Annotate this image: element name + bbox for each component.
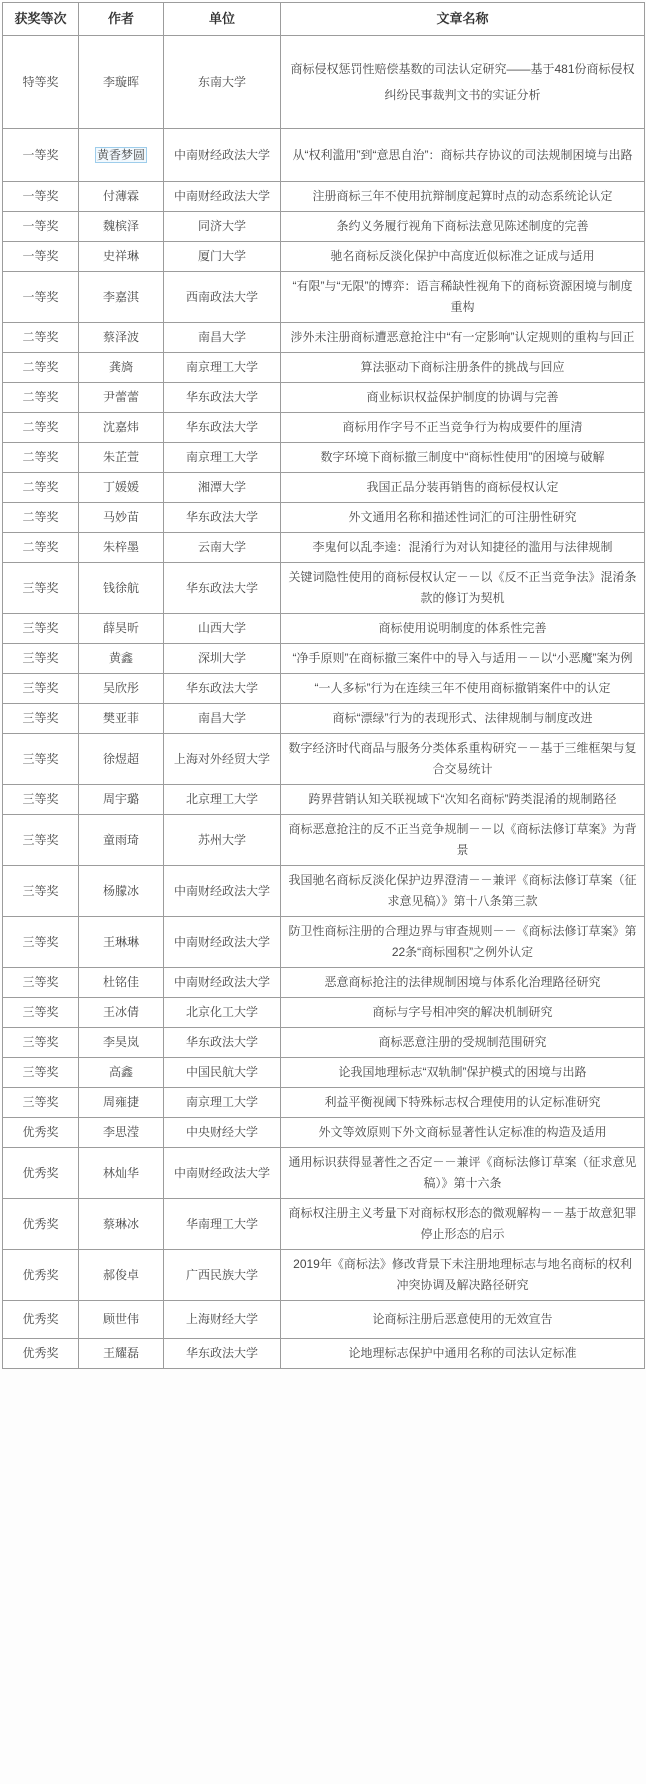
award-cell: 三等奖 [3, 674, 79, 704]
title-cell: 涉外未注册商标遭恶意抢注中“有一定影响”认定规则的重构与回正 [281, 323, 645, 353]
title-cell: “有限”与“无限”的博弈：语言稀缺性视角下的商标资源困境与制度重构 [281, 272, 645, 323]
unit-cell: 西南政法大学 [164, 272, 281, 323]
award-cell: 一等奖 [3, 129, 79, 182]
award-cell: 二等奖 [3, 503, 79, 533]
unit-cell: 华东政法大学 [164, 1028, 281, 1058]
unit-cell: 上海对外经贸大学 [164, 734, 281, 785]
title-cell: 论商标注册后恶意使用的无效宣告 [281, 1301, 645, 1339]
unit-cell: 中南财经政法大学 [164, 917, 281, 968]
selected-author-highlight: 黄香梦圆 [96, 148, 145, 162]
unit-cell: 华南理工大学 [164, 1199, 281, 1250]
unit-cell: 苏州大学 [164, 815, 281, 866]
unit-cell: 深圳大学 [164, 644, 281, 674]
title-cell: 商标权注册主义考量下对商标权形态的微观解构－－基于故意犯罪停止形态的启示 [281, 1199, 645, 1250]
table-row [3, 1301, 645, 1339]
author-cell: 黄鑫 [79, 644, 164, 674]
unit-cell: 山西大学 [164, 614, 281, 644]
title-cell: 商标“漂绿”行为的表现形式、法律规制与制度改进 [281, 704, 645, 734]
author-cell: 王耀磊 [79, 1339, 164, 1369]
table-row [3, 503, 645, 533]
table-row [3, 563, 645, 614]
table-row [3, 704, 645, 734]
table-row [3, 785, 645, 815]
unit-cell: 华东政法大学 [164, 1339, 281, 1369]
award-cell: 一等奖 [3, 242, 79, 272]
unit-cell: 南京理工大学 [164, 443, 281, 473]
title-cell: 防卫性商标注册的合理边界与审查规则－－《商标法修订草案》第22条“商标囤积”之例外认定 [281, 917, 645, 968]
unit-cell: 湘潭大学 [164, 473, 281, 503]
award-cell: 三等奖 [3, 998, 79, 1028]
author-cell: 蔡琳冰 [79, 1199, 164, 1250]
award-cell: 一等奖 [3, 272, 79, 323]
author-cell: 杜铭佳 [79, 968, 164, 998]
title-cell: 商标与字号相冲突的解决机制研究 [281, 998, 645, 1028]
title-cell: 商标恶意抢注的反不正当竞争规制－－以《商标法修订草案》为背景 [281, 815, 645, 866]
title-cell: 从“权利滥用”到“意思自治”：商标共存协议的司法规制困境与出路 [281, 129, 645, 182]
author-cell: 钱徐航 [79, 563, 164, 614]
award-cell: 三等奖 [3, 614, 79, 644]
header-cell-title: 文章名称 [281, 3, 645, 36]
table-row [3, 383, 645, 413]
unit-cell: 华东政法大学 [164, 674, 281, 704]
award-cell: 二等奖 [3, 353, 79, 383]
unit-cell: 南昌大学 [164, 704, 281, 734]
title-cell: “一人多标”行为在连续三年不使用商标撤销案件中的认定 [281, 674, 645, 704]
award-cell: 三等奖 [3, 917, 79, 968]
table-row [3, 614, 645, 644]
award-cell: 优秀奖 [3, 1148, 79, 1199]
title-cell: 条约义务履行视角下商标法意见陈述制度的完善 [281, 212, 645, 242]
award-cell: 一等奖 [3, 212, 79, 242]
title-cell: 驰名商标反淡化保护中高度近似标准之证成与适用 [281, 242, 645, 272]
unit-cell: 华东政法大学 [164, 413, 281, 443]
author-cell: 史祥琳 [79, 242, 164, 272]
unit-cell: 北京化工大学 [164, 998, 281, 1028]
author-cell: 尹蕾蕾 [79, 383, 164, 413]
award-cell: 特等奖 [3, 36, 79, 129]
award-cell: 三等奖 [3, 1058, 79, 1088]
author-cell: 周雍捷 [79, 1088, 164, 1118]
title-cell: 商标侵权惩罚性赔偿基数的司法认定研究——基于481份商标侵权纠纷民事裁判文书的实证分析 [281, 36, 645, 129]
table-row [3, 323, 645, 353]
author-cell: 顾世伟 [79, 1301, 164, 1339]
title-cell: 论地理标志保护中通用名称的司法认定标准 [281, 1339, 645, 1369]
table-row [3, 968, 645, 998]
author-cell: 沈嘉炜 [79, 413, 164, 443]
award-cell: 二等奖 [3, 383, 79, 413]
title-cell: 注册商标三年不使用抗辩制度起算时点的动态系统论认定 [281, 182, 645, 212]
header-row [3, 3, 645, 36]
author-cell: 王琳琳 [79, 917, 164, 968]
award-cell: 优秀奖 [3, 1339, 79, 1369]
unit-cell: 中南财经政法大学 [164, 968, 281, 998]
author-cell: 樊亚菲 [79, 704, 164, 734]
author-cell: 高鑫 [79, 1058, 164, 1088]
author-cell: 王冰倩 [79, 998, 164, 1028]
table-row [3, 182, 645, 212]
table-body [3, 36, 645, 1369]
unit-cell: 华东政法大学 [164, 503, 281, 533]
award-cell: 优秀奖 [3, 1250, 79, 1301]
table-row [3, 644, 645, 674]
author-cell: 李嘉淇 [79, 272, 164, 323]
title-cell: 关键词隐性使用的商标侵权认定－－以《反不正当竞争法》混淆条款的修订为契机 [281, 563, 645, 614]
unit-cell: 华东政法大学 [164, 563, 281, 614]
title-cell: “净手原则”在商标撤三案件中的导入与适用－－以“小恶魔”案为例 [281, 644, 645, 674]
author-cell: 李璇晖 [79, 36, 164, 129]
unit-cell: 中国民航大学 [164, 1058, 281, 1088]
title-cell: 我国正品分装再销售的商标侵权认定 [281, 473, 645, 503]
award-cell: 三等奖 [3, 785, 79, 815]
table-header [3, 3, 645, 36]
author-cell: 童雨琦 [79, 815, 164, 866]
award-cell: 优秀奖 [3, 1199, 79, 1250]
author-cell: 林灿华 [79, 1148, 164, 1199]
table-row [3, 1088, 645, 1118]
table-row [3, 353, 645, 383]
unit-cell: 东南大学 [164, 36, 281, 129]
title-cell: 商标恶意注册的受规制范围研究 [281, 1028, 645, 1058]
title-cell: 恶意商标抢注的法律规制困境与体系化治理路径研究 [281, 968, 645, 998]
unit-cell: 同济大学 [164, 212, 281, 242]
unit-cell: 华东政法大学 [164, 383, 281, 413]
title-cell: 通用标识获得显著性之否定－－兼评《商标法修订草案（征求意见稿）》第十六条 [281, 1148, 645, 1199]
table-row [3, 1118, 645, 1148]
award-cell: 三等奖 [3, 1028, 79, 1058]
author-cell: 周宇璐 [79, 785, 164, 815]
table-row [3, 866, 645, 917]
header-cell-author: 作者 [79, 3, 164, 36]
award-cell: 三等奖 [3, 968, 79, 998]
author-cell: 马妙苗 [79, 503, 164, 533]
award-cell: 二等奖 [3, 473, 79, 503]
header-cell-award: 获奖等次 [3, 3, 79, 36]
table-row [3, 734, 645, 785]
title-cell: 我国驰名商标反淡化保护边界澄清－－兼评《商标法修订草案（征求意见稿）》第十八条第三款 [281, 866, 645, 917]
author-cell: 朱梓墨 [79, 533, 164, 563]
table-row [3, 242, 645, 272]
table-row [3, 129, 645, 182]
header-cell-unit: 单位 [164, 3, 281, 36]
author-cell: 吴欣彤 [79, 674, 164, 704]
table-row [3, 917, 645, 968]
unit-cell: 南京理工大学 [164, 1088, 281, 1118]
unit-cell: 厦门大学 [164, 242, 281, 272]
unit-cell: 南昌大学 [164, 323, 281, 353]
title-cell: 商业标识权益保护制度的协调与完善 [281, 383, 645, 413]
title-cell: 2019年《商标法》修改背景下未注册地理标志与地名商标的权利冲突协调及解决路径研究 [281, 1250, 645, 1301]
title-cell: 算法驱动下商标注册条件的挑战与回应 [281, 353, 645, 383]
table-row [3, 1028, 645, 1058]
table-row [3, 473, 645, 503]
unit-cell: 上海财经大学 [164, 1301, 281, 1339]
unit-cell: 中央财经大学 [164, 1118, 281, 1148]
award-cell: 三等奖 [3, 734, 79, 785]
title-cell: 外文等效原则下外文商标显著性认定标准的构造及适用 [281, 1118, 645, 1148]
table-row [3, 815, 645, 866]
unit-cell: 云南大学 [164, 533, 281, 563]
award-cell: 三等奖 [3, 1088, 79, 1118]
award-cell: 优秀奖 [3, 1301, 79, 1339]
award-cell: 二等奖 [3, 323, 79, 353]
title-cell: 外文通用名称和描述性词汇的可注册性研究 [281, 503, 645, 533]
table-row [3, 272, 645, 323]
unit-cell: 中南财经政法大学 [164, 866, 281, 917]
author-cell: 龚旖 [79, 353, 164, 383]
award-cell: 三等奖 [3, 866, 79, 917]
table-row [3, 533, 645, 563]
title-cell: 李鬼何以乱李逵：混淆行为对认知捷径的滥用与法律规制 [281, 533, 645, 563]
table-row [3, 998, 645, 1028]
table-row [3, 1250, 645, 1301]
award-cell: 二等奖 [3, 533, 79, 563]
unit-cell: 中南财经政法大学 [164, 129, 281, 182]
unit-cell: 广西民族大学 [164, 1250, 281, 1301]
title-cell: 商标用作字号不正当竞争行为构成要件的厘清 [281, 413, 645, 443]
unit-cell: 中南财经政法大学 [164, 1148, 281, 1199]
award-cell: 二等奖 [3, 443, 79, 473]
author-cell: 付薄霖 [79, 182, 164, 212]
table-row [3, 674, 645, 704]
table-row [3, 443, 645, 473]
table-row [3, 1058, 645, 1088]
author-cell: 李昊岚 [79, 1028, 164, 1058]
title-cell: 商标使用说明制度的体系性完善 [281, 614, 645, 644]
author-cell: 杨朦冰 [79, 866, 164, 917]
title-cell: 数字经济时代商品与服务分类体系重构研究－－基于三维框架与复合交易统计 [281, 734, 645, 785]
award-cell: 二等奖 [3, 413, 79, 443]
award-cell: 三等奖 [3, 815, 79, 866]
award-cell: 优秀奖 [3, 1118, 79, 1148]
unit-cell: 南京理工大学 [164, 353, 281, 383]
author-cell: 丁媛媛 [79, 473, 164, 503]
table-row [3, 1339, 645, 1369]
author-cell [79, 129, 164, 182]
award-cell: 三等奖 [3, 644, 79, 674]
table-row [3, 413, 645, 443]
award-cell: 一等奖 [3, 182, 79, 212]
unit-cell: 北京理工大学 [164, 785, 281, 815]
unit-cell: 中南财经政法大学 [164, 182, 281, 212]
table-row [3, 1199, 645, 1250]
author-cell: 郝俊卓 [79, 1250, 164, 1301]
author-cell: 薛昊昕 [79, 614, 164, 644]
title-cell: 跨界营销认知关联视域下“次知名商标”跨类混淆的规制路径 [281, 785, 645, 815]
author-cell: 李思滢 [79, 1118, 164, 1148]
award-cell: 三等奖 [3, 704, 79, 734]
awards-table [2, 2, 645, 1369]
table-row [3, 212, 645, 242]
author-cell: 蔡泽波 [79, 323, 164, 353]
author-cell: 魏槟泽 [79, 212, 164, 242]
author-cell: 朱芷萱 [79, 443, 164, 473]
title-cell: 利益平衡视阈下特殊标志权合理使用的认定标准研究 [281, 1088, 645, 1118]
author-cell: 徐煜超 [79, 734, 164, 785]
table-row [3, 36, 645, 129]
award-cell: 三等奖 [3, 563, 79, 614]
title-cell: 论我国地理标志“双轨制”保护模式的困境与出路 [281, 1058, 645, 1088]
title-cell: 数字环境下商标撤三制度中“商标性使用”的困境与破解 [281, 443, 645, 473]
table-row [3, 1148, 645, 1199]
